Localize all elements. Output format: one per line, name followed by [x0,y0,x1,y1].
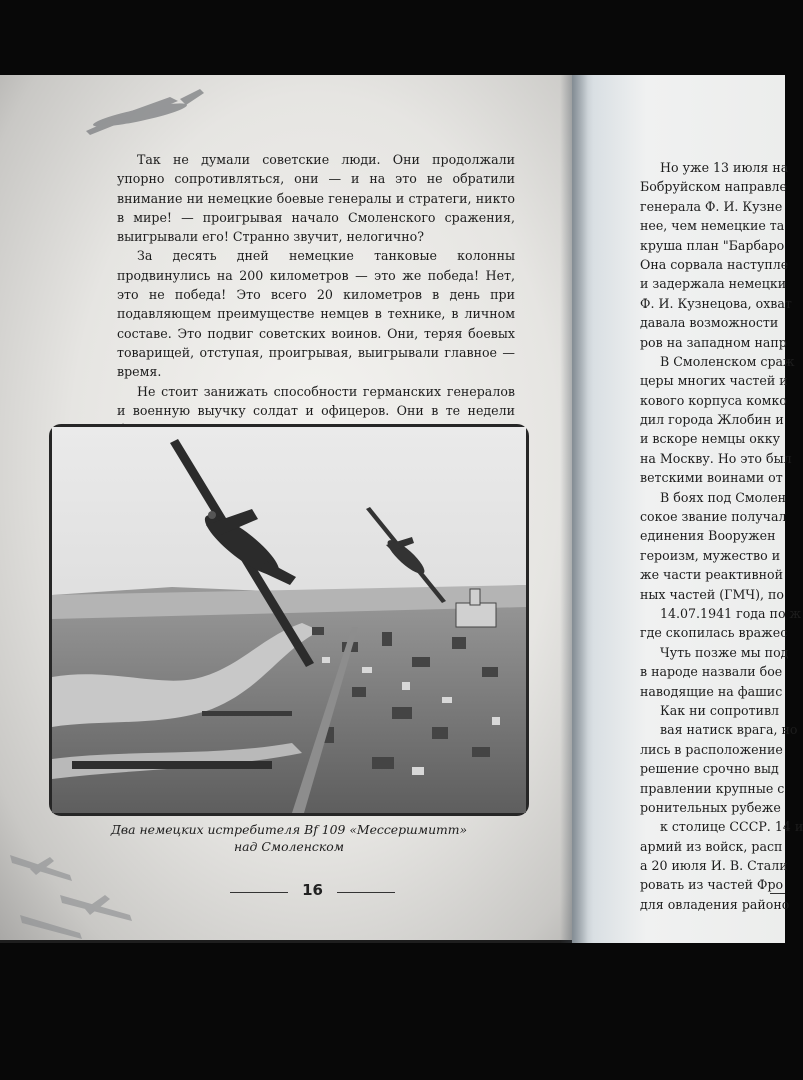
right-text-line: кового корпуса комко [640,392,787,408]
right-text-line: В Смоленском сраж [660,353,795,369]
paragraph-3: Не стоит занижать способности германских генералов и военную выучку солдат и офицеров. Они в те недели [117,383,515,418]
right-text-line: героизм, мужество и [640,547,781,563]
right-text-line: ных частей (ГМЧ), по [640,586,785,602]
right-text-line: Бобруйском направле [640,179,787,195]
right-text-line: же части реактивной [640,567,784,583]
paragraph-2: За десять дней немецкие танковые колонны продвинулись на 200 километров — это же победа! Нет, это не победа! Это всего 20 километров в день при подавляющем преимуществе немцев в технике, в личном составе. Это подвиг советских воинов. Они, теряя боевых товарищей, отступая, проигрывая, выигрывали главное — время. [117,248,515,380]
right-text-line: Она сорвала наступле [640,256,789,272]
divider-left [230,892,288,893]
right-text-line: для овладения районо [640,896,790,912]
right-text-line: армий из войск, расп [640,838,783,854]
right-text-line: церы многих частей и [640,373,788,389]
right-text-line: ровать из частей Фро [640,877,784,893]
right-text-line: к столице СССР. 14 и [660,819,803,835]
caption-line-2: над Смоленском [233,839,344,854]
right-text-line: и вскоре немцы окку [640,431,781,447]
right-page-text [640,158,803,914]
right-text-line: круша план "Барбаро [640,237,785,253]
page-number-row [230,881,395,905]
right-page-divider [770,893,785,894]
book-spine [560,75,588,943]
right-text-line: на Москву. Но это был [640,450,792,466]
right-text-line: ронительных рубеже [640,799,781,815]
right-text-line: 14.07.1941 года по ж [660,605,802,621]
book-spread [0,75,803,943]
right-text-line: а 20 июля И. В. Стали [640,858,788,874]
right-text-line: ветскими воинами от [640,470,783,486]
right-text-line: дил города Жлобин и [640,412,784,428]
right-text-line: лись в расположение [640,741,783,757]
page-number: 16 [302,881,323,899]
right-text-line: нее, чем немецкие та [640,218,785,234]
right-text-line: правлении крупные с [640,780,785,796]
left-page [0,75,572,943]
paragraph-1: Так не думали советские люди. Они продолжали упорно сопротивляться, они — и на это не обратили внимание ни немецкие боевые генералы и стратеги, никто в мире! — проигрывая начало Смоленского сражения, выигрывали его! Странно звучит, нелогично? [117,152,515,245]
right-text-line: В боях под Смолен [660,489,787,505]
right-text-line: Но уже 13 июля на [660,160,789,175]
divider-right [337,892,395,893]
right-text-line: генерала Ф. И. Кузне [640,198,783,214]
aerial-photo [52,427,526,813]
right-text-line: где скопилась вражес [640,625,788,641]
plane-silhouette-icon [60,85,210,145]
caption-line-1: Два немецких истребителя Bf 109 «Мессершмитт» [110,822,468,837]
right-text-line: и задержала немецки [640,276,787,292]
right-text-line: Чуть позже мы под [660,644,789,660]
photo-messerschmitts-over-smolensk [49,424,529,816]
right-text-line: наводящие на фашис [640,683,783,699]
right-text-line: давала возможности [640,315,779,331]
photo-caption [49,821,529,855]
right-text-line: решение срочно выд [640,761,779,777]
right-text-line: в народе назвали бое [640,664,783,680]
right-text-line: Ф. И. Кузнецова, охват [640,295,792,311]
right-text-line: единения Вооружен [640,528,776,544]
right-text-line: ров на западном напр [640,334,787,350]
right-text-line: Как ни сопротивл [660,702,780,718]
right-text-line: сокое звание получал [640,509,787,525]
right-text-line: вая натиск врага, но [660,722,798,738]
